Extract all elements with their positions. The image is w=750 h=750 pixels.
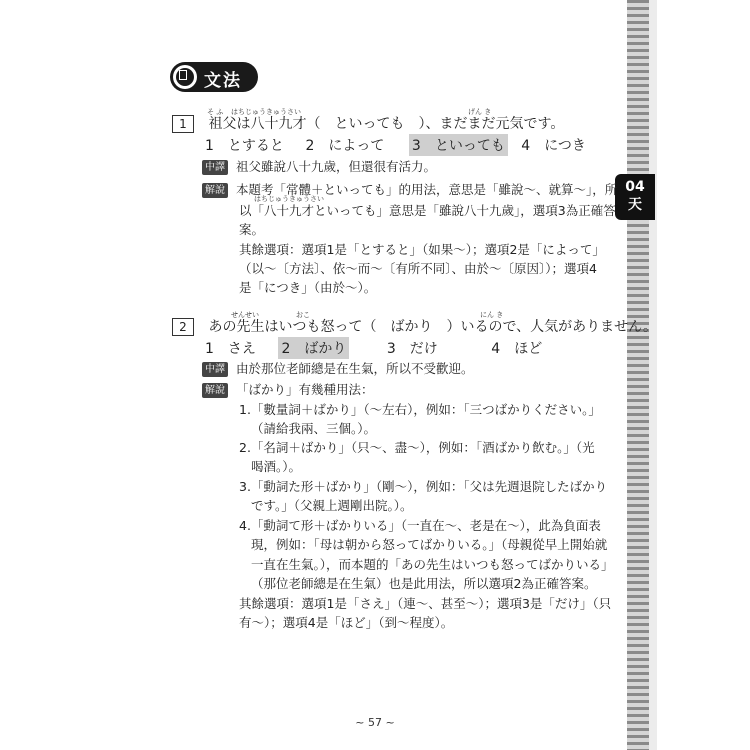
explain-2-line-5: 喝酒。）。 <box>251 459 302 474</box>
option-3-correct: 3 といっても <box>409 134 508 156</box>
question-2 <box>172 316 657 336</box>
option-4: 4 につき <box>521 138 586 154</box>
day-label: 天 <box>628 197 642 213</box>
page-number: ~ 57 ~ <box>355 716 395 729</box>
explain-2-line-12: 其餘選項：選項1是「さえ」（連～、甚至～）；選項3是「だけ」（只 <box>239 596 612 611</box>
question-sentence: あの先生はいつも怒って（ ばかり ）いるので、人気がありません。 <box>208 319 658 335</box>
ruby-age-2: はちじゅうきゅうさい <box>254 195 324 203</box>
explain-2-line-4: 2.「名詞＋ばかり」（只～、盡～），例如：「酒ばかり飲む。」（光 <box>239 440 595 455</box>
page-edge-stripes <box>627 0 649 750</box>
ruby-ninki: にん き <box>480 311 504 319</box>
ruby-sofu: そ ふ <box>207 108 224 116</box>
options-1 <box>202 134 589 156</box>
option-1: 1 とすると <box>205 138 284 154</box>
option-1: 1 さえ <box>205 341 256 357</box>
option-4: 4 ほど <box>491 341 543 357</box>
question-number: 1 <box>172 115 194 133</box>
explain-1-line-4: 其餘選項：選項1是「とすると」（如果～）；選項2是「によって」 <box>239 242 605 257</box>
ruby-genki: げん き <box>468 108 492 116</box>
option-2: 2 によって <box>305 138 385 154</box>
explain-1-line-2: 以「八十九才といっても」意思是「雖說八十九歲」，選項3為正確答 <box>239 203 616 218</box>
translation-2 <box>202 359 474 377</box>
translation-text: 由於那位老師總是在生氣，所以不受歡迎。 <box>236 361 474 376</box>
explain-tag: 解說 <box>202 383 228 398</box>
explain-2-line-10: 一直在生氣。），而本題的「あの先生はいつも怒ってばかりいる」 <box>251 557 614 572</box>
translation-tag: 中譯 <box>202 362 228 377</box>
question-sentence: 祖父は八十九才（ といっても ）、まだまだ元気です。 <box>208 116 565 132</box>
explain-2-line-2: 1.「數量詞＋ばかり」（～左右），例如：「三つばかりください。」 <box>239 402 601 417</box>
explain-2-line-13: 有～）；選項4是「ほど」（到～程度）。 <box>239 615 454 630</box>
page-edge-margin <box>649 0 657 750</box>
ruby-age: はちじゅうきゅうさい <box>231 108 301 116</box>
day-tab <box>615 174 655 220</box>
explain-2-line-1: 解說 「ばかり」有幾種用法： <box>202 380 374 398</box>
question-1 <box>172 113 564 133</box>
explain-2-line-8: 4.「動詞て形＋ばかりいる」（一直在～、老是在～），此為負面表 <box>239 518 601 533</box>
explain-2-line-3: （請給我兩、三個。）。 <box>251 421 377 436</box>
section-header <box>170 62 258 92</box>
question-number: 2 <box>172 318 194 336</box>
explain-1-line-3: 案。 <box>239 222 265 237</box>
explain-2-line-9: 現，例如：「母は朝から怒ってばかりいる。」（母親從早上開始就 <box>251 537 608 552</box>
option-2-correct: 2 ばかり <box>278 337 349 359</box>
ruby-okotte: おこ <box>296 311 310 319</box>
explain-1-line-5: （以～〔方法〕、依～而～〔有所不同〕、由於～〔原因〕）；選項4 <box>239 261 597 276</box>
explain-2-line-6: 3.「動詞た形＋ばかり」（剛～），例如：「父は先週退院したばかり <box>239 479 608 494</box>
translation-text: 祖父雖說八十九歲，但還很有活力。 <box>236 159 437 174</box>
ruby-sensei: せんせい <box>231 311 259 319</box>
explain-2-line-7: です。」（父親上週剛出院。）。 <box>251 498 413 513</box>
book-icon <box>173 65 197 89</box>
option-3: 3 だけ <box>386 341 438 357</box>
translation-1 <box>202 157 436 175</box>
translation-tag: 中譯 <box>202 160 228 175</box>
explain-1-line-6: 是「につき」（由於～）。 <box>239 280 377 295</box>
day-number: 04 <box>625 179 645 195</box>
section-title: 文法 <box>204 71 242 91</box>
explain-2-line-11: （那位老師總是在生氣）也是此用法，所以選項2為正確答案。 <box>251 576 597 591</box>
options-2 <box>202 337 545 359</box>
explain-tag: 解說 <box>202 183 228 198</box>
explain-1-line-1: 解說 本題考「常體＋といっても」的用法，意思是「雖說～、就算～」，所 <box>202 180 617 198</box>
